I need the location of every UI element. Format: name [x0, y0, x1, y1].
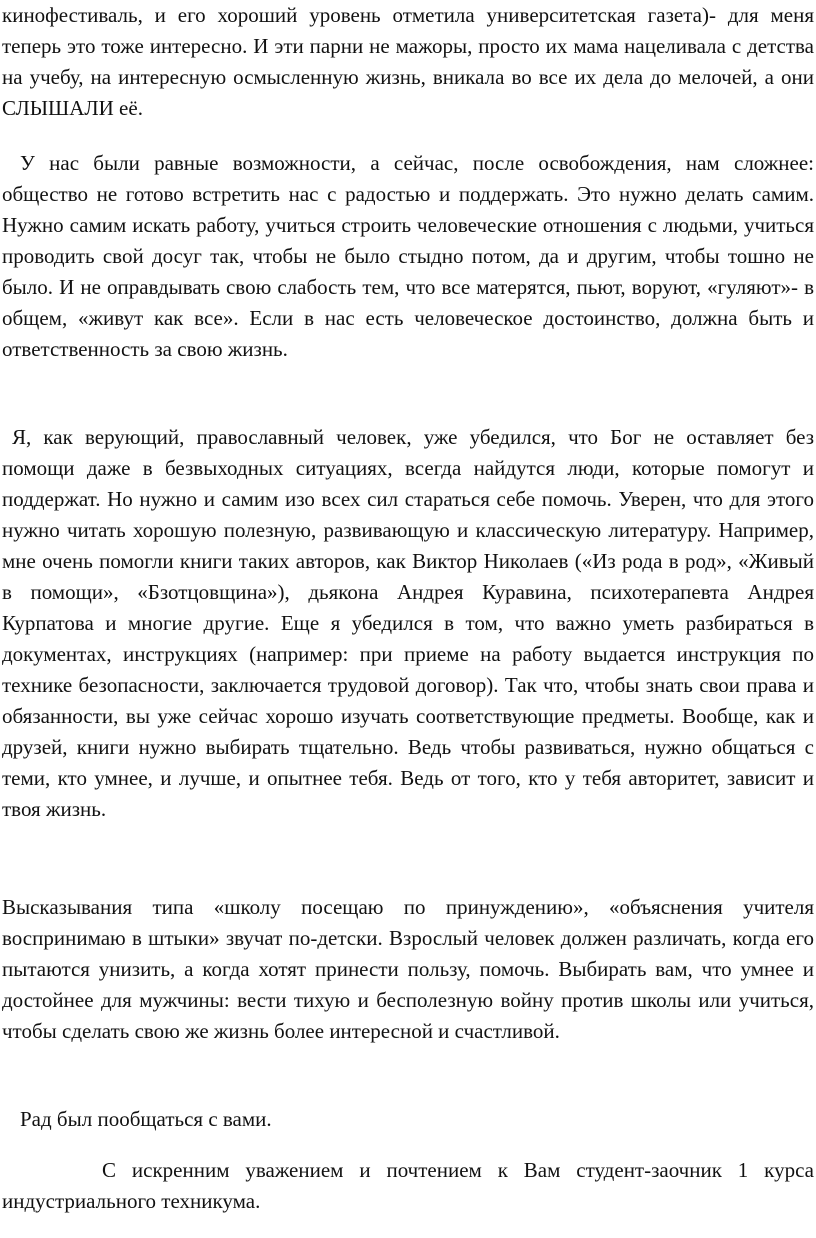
paragraph-continuation: кинофестиваль, и его хороший уровень отметила университетская газета)- для меня теперь это тоже интересно. И эти парни не мажоры, просто их мама нацеливала с детства на учебу, на интересную осмысленную жизнь, вникала во все их дела до мелочей, а они СЛЫШАЛИ её. — [2, 3, 814, 120]
paragraph-faith-and-reading: Я, как верующий, православный человек, уже убедился, что Бог не оставляет без помощи даже в безвыходных ситуациях, всегда найдутся люди, которые помогут и поддержат. Но нужно и самим изо всех сил стараться себе помочь. Уверен, что для этого нужно читать хорошую полезную, развивающую и классическую литературу. Например, мне очень помогли книги таких авторов, как Виктор Николаев («Из рода в род», «Живый в помощи», «Бзотцовщина»), дьякона Андрея Куравина, психотерапевта Андрея Курпатова и многие другие. Еще я убедился в том, что важно уметь разбираться в документах, инструкциях (например: при приеме на работу выдается инструкция по технике безопасности, заключается трудовой договор). Так что, чтобы знать свои права и обязанности, вы уже сейчас хорошо изучать соответствующие предметы. Вообще, как и друзей, книги нужно выбирать тщательно. Ведь чтобы развиваться, нужно общаться с теми, кто умнее, и лучше, и опытнее тебя. Ведь от того, кто у тебя авторитет, зависит и твоя жизнь. — [2, 425, 814, 821]
closing-line: Рад был пообщаться с вами. — [20, 1107, 272, 1131]
paragraph-school-attitude: Высказывания типа «школу посещаю по принуждению», «объяснения учителя воспринимаю в штыки» звучат по-детски. Взрослый человек должен различать, когда его пытаются унизить, а когда хотят принести пользу, помочь. Выбирать вам, что умнее и достойнее для мужчины: вести тихую и бесполезную войну против школы или учиться, чтобы сделать свою же жизнь более интересной и счастливой. — [2, 895, 814, 1043]
paragraph-equal-opportunities: У нас были равные возможности, а сейчас, после освобождения, нам сложнее: общество не готово встретить нас с радостью и поддержать. Это нужно делать самим. Нужно самим искать работу, учиться строить человеческие отношения с людьми, учиться проводить свой досуг так, чтобы не было стыдно потом, да и другим, чтобы тошно не было. И не оправдывать свою слабость тем, что все матерятся, пьют, воруют, «гуляют»- в общем, «живут как все». Если в нас есть человеческое достоинство, должна быть и ответственность за свою жизнь. — [2, 151, 814, 361]
signature-line: С искренним уважением и почтением к Вам студент-заочник 1 курса индустриального техникума. — [2, 1158, 814, 1213]
